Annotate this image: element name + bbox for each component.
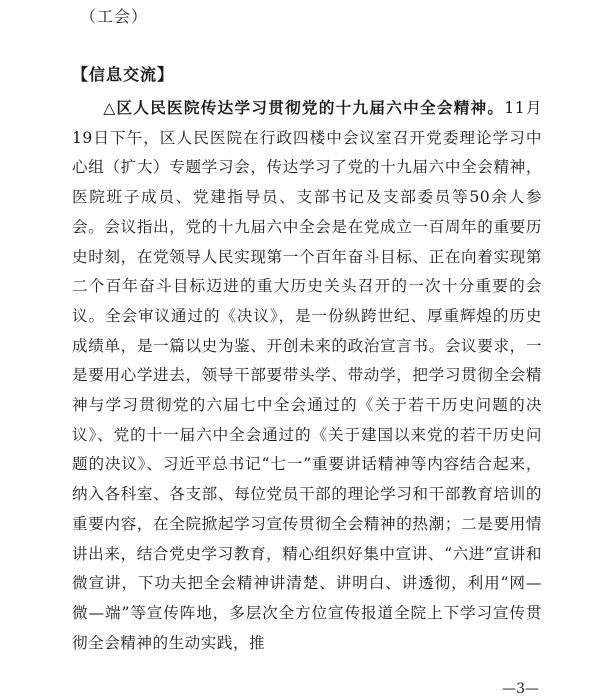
article-paragraph <box>72 94 542 658</box>
article-headline: △区人民医院传达学习贯彻党的十九届六中全会精神。 <box>103 99 505 117</box>
source-line: （工会） <box>80 7 149 26</box>
article-body: 11月19日下午，区人民医院在行政四楼中会议室召开党委理论学习中心组（扩大）专题学习会，传达学习了党的十九届六中全会精神，医院班子成员、党建指导员、支部书记及支部委员等50余人参会。会议指出，党的十九届六中全会是在党成立一百周年的重要历史时刻，在党领导人民实现第一个百年奋斗目标、正在向着实现第二个百年奋斗目标迈进的重大历史关头召开的一次十分重要的会议。全会审议通过的《决议》，是一份纵跨世纪、厚重辉煌的历史成绩单，是一篇以史为鉴、开创未来的政治宣言书。会议要求，一是要用心学进去，领导干部要带头学、带动学，把学习贯彻全会精神与学习贯彻党的六届七中全会通过的《关于若干历史问题的决议》、党的十一届六中全会通过的《关于建国以来党的若干历史问题的决议》、习近平总书记“七一”重要讲话精神等内容结合起来，纳入各科室、各支部、每位党员干部的理论学习和干部教育培训的重要内容，在全院掀起学习宣传贯彻全会精神的热潮；二是要用情讲出来，结合党史学习教育，精心组织好集中宣讲、“六进”宣讲和微宣讲，下功夫把全会精神讲清楚、讲明白、讲透彻，利用“网—微—端”等宣传阵地，多层次全方位宣传报道全院上下学习宣传贯彻全会精神的生动实践，推 <box>72 99 543 652</box>
page-number: —3— <box>502 681 539 697</box>
section-heading: 【信息交流】 <box>72 65 175 84</box>
